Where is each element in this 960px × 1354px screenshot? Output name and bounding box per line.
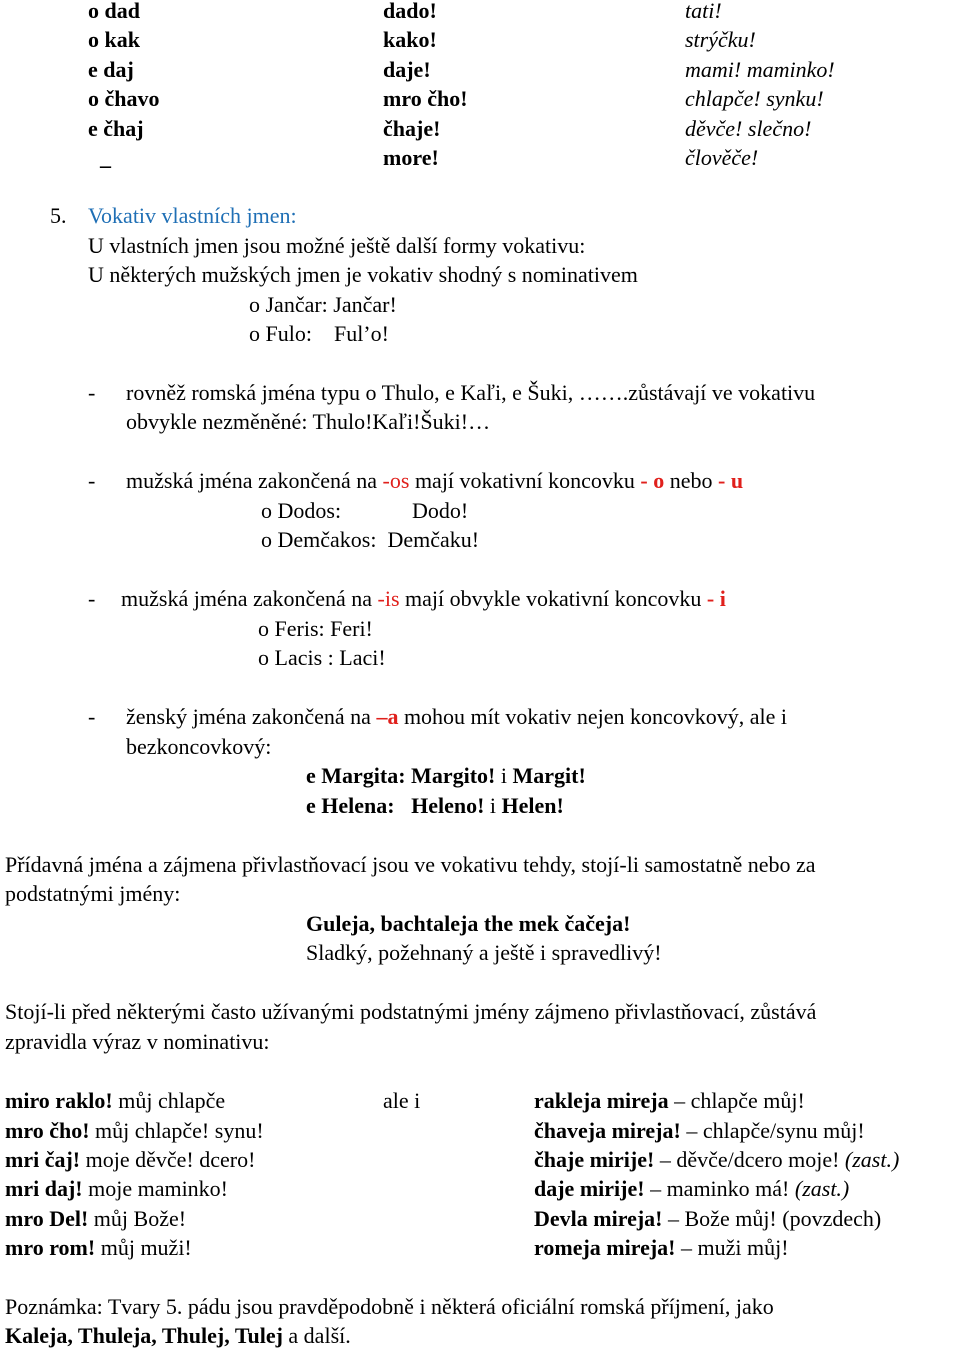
text-fragment: i bbox=[484, 793, 502, 818]
text-fragment: ženský jména zakončená na bbox=[126, 704, 377, 729]
nominative-cell: o čhavo bbox=[88, 86, 160, 111]
czech-cell: chlapče! synku! bbox=[685, 86, 824, 111]
text-fragment: mužská jména zakončená na bbox=[126, 468, 383, 493]
czech-cell: strýčku! bbox=[685, 27, 756, 52]
romani-phrase: mro čho! bbox=[5, 1118, 90, 1143]
list-item bbox=[534, 1090, 805, 1112]
nominative-cell: _ bbox=[100, 145, 111, 170]
archaic-note: (zast.) bbox=[844, 1147, 900, 1172]
example-czech: Sladký, požehnaný a ještě i spravedlivý! bbox=[306, 940, 662, 965]
paragraph-line: U vlastních jmen jsou možné ještě další formy vokativu: bbox=[88, 233, 586, 258]
romani-phrase: mro Del! bbox=[5, 1206, 89, 1231]
romani-phrase: rakleja mireja bbox=[534, 1088, 669, 1113]
nominative-cell: o dad bbox=[88, 0, 140, 23]
czech-gloss: – Bože můj! (povzdech) bbox=[662, 1206, 882, 1231]
vocative-cell: dado! bbox=[383, 0, 437, 23]
romani-phrase: mro rom! bbox=[5, 1235, 96, 1260]
paragraph-line: Přídavná jména a zájmena přivlastňovací jsou ve vokativu tehdy, stojí-li samostatně nebo za bbox=[5, 852, 816, 877]
vocative-cell: mro čho! bbox=[383, 86, 468, 111]
list-item bbox=[534, 1178, 849, 1200]
czech-gloss: moje maminko! bbox=[82, 1176, 229, 1201]
suffix-highlight: –a bbox=[376, 704, 399, 729]
list-item bbox=[5, 1090, 225, 1112]
bullet-line bbox=[126, 706, 787, 728]
example-line bbox=[306, 795, 564, 817]
romani-phrase: čhaje mirije! bbox=[534, 1147, 655, 1172]
text-fragment: i bbox=[495, 763, 513, 788]
czech-gloss: – děvče/dcero moje! bbox=[654, 1147, 845, 1172]
text-fragment: mužská jména zakončená na bbox=[121, 586, 378, 611]
czech-cell: mami! maminko! bbox=[685, 57, 835, 82]
note-line: Poznámka: Tvary 5. pádu jsou pravděpodobně i některá oficiální romská příjmení, jako bbox=[5, 1294, 774, 1319]
list-item bbox=[5, 1178, 228, 1200]
czech-gloss: moje děvče! dcero! bbox=[80, 1147, 256, 1172]
vocative-cell: čhaje! bbox=[383, 116, 441, 141]
paragraph-line: U některých mužských jmen je vokativ shodný s nominativem bbox=[88, 262, 638, 287]
vocative-cell: kako! bbox=[383, 27, 437, 52]
czech-cell: děvče! slečno! bbox=[685, 116, 812, 141]
archaic-note: (zast.) bbox=[794, 1176, 850, 1201]
list-item bbox=[5, 1149, 255, 1171]
section-number: 5. bbox=[50, 203, 67, 228]
example-line: o Fulo: Ful’o! bbox=[249, 321, 389, 346]
czech-gloss: můj muži! bbox=[95, 1235, 192, 1260]
romani-phrase: mri čaj! bbox=[5, 1147, 81, 1172]
example-line: o Demčakos: Demčaku! bbox=[261, 527, 480, 552]
text-fragment: nebo bbox=[664, 468, 718, 493]
text-fragment: e Margita: Margito! bbox=[306, 763, 496, 788]
bullet-dash: - bbox=[88, 380, 96, 405]
romani-phrase: čhaveja mireja! bbox=[534, 1118, 681, 1143]
section-heading: Vokativ vlastních jmen: bbox=[88, 203, 297, 228]
text-fragment: e Helena: Heleno! bbox=[306, 793, 485, 818]
czech-gloss: můj Bože! bbox=[88, 1206, 187, 1231]
paragraph-line: obvykle nezměněné: Thulo!Kaľi!Šuki!… bbox=[126, 409, 491, 434]
paragraph-line: Stojí-li před některými často užívanými podstatnými jmény zájmeno přivlastňovací, zůstává bbox=[5, 999, 817, 1024]
example-line: o Jančar: Jančar! bbox=[249, 292, 397, 317]
list-item bbox=[534, 1120, 865, 1142]
romani-phrase: miro raklo! bbox=[5, 1088, 113, 1113]
text-fragment: mají obvykle vokativní koncovku bbox=[399, 586, 707, 611]
text-fragment: Helen! bbox=[501, 793, 564, 818]
czech-cell: člověče! bbox=[685, 145, 759, 170]
example-line bbox=[306, 765, 586, 787]
bullet-dash: - bbox=[88, 704, 96, 729]
romani-phrase: romeja mireja! bbox=[534, 1235, 676, 1260]
czech-gloss: – maminko má! bbox=[644, 1176, 795, 1201]
paragraph-line: podstatnými jmény: bbox=[5, 881, 181, 906]
ending-highlight: - u bbox=[718, 468, 744, 493]
czech-gloss: můj chlapče bbox=[112, 1088, 226, 1113]
bullet-dash: - bbox=[88, 586, 96, 611]
example-line: o Lacis : Laci! bbox=[258, 645, 386, 670]
czech-cell: tati! bbox=[685, 0, 722, 23]
suffix-highlight: -is bbox=[377, 586, 400, 611]
ending-highlight: - o bbox=[640, 468, 665, 493]
romani-phrase: mri daj! bbox=[5, 1176, 83, 1201]
text-fragment: mají vokativní koncovku bbox=[409, 468, 641, 493]
text-fragment: Margit! bbox=[512, 763, 586, 788]
romani-phrase: Devla mireja! bbox=[534, 1206, 663, 1231]
bullet-dash: - bbox=[88, 468, 96, 493]
paragraph-line: bezkoncovkový: bbox=[126, 734, 272, 759]
romani-phrase: daje mirije! bbox=[534, 1176, 645, 1201]
vocative-cell: daje! bbox=[383, 57, 431, 82]
nominative-cell: e čhaj bbox=[88, 116, 144, 141]
paragraph-line: rovněž romská jména typu o Thulo, e Kaľi, e Šuki, …….zůstávají ve vokativu bbox=[126, 380, 816, 405]
czech-gloss: – chlapče můj! bbox=[668, 1088, 805, 1113]
ending-highlight: - i bbox=[706, 586, 726, 611]
czech-gloss: můj chlapče! synu! bbox=[89, 1118, 264, 1143]
nominative-cell: e daj bbox=[88, 57, 134, 82]
bullet-line bbox=[126, 470, 743, 492]
list-item bbox=[534, 1149, 899, 1171]
list-item bbox=[5, 1120, 264, 1142]
list-item bbox=[534, 1208, 881, 1230]
suffix-highlight: -os bbox=[382, 468, 410, 493]
list-item bbox=[534, 1237, 789, 1259]
example-nominative: o Dodos: bbox=[261, 498, 342, 523]
list-item bbox=[5, 1208, 186, 1230]
list-item bbox=[5, 1237, 192, 1259]
text-fragment: a další. bbox=[282, 1323, 351, 1348]
surname-list: Kaleja, Thuleja, Thulej, Tulej bbox=[5, 1323, 283, 1348]
czech-gloss: – muži můj! bbox=[675, 1235, 789, 1260]
paragraph-line: zpravidla výraz v nominativu: bbox=[5, 1029, 270, 1054]
vocative-cell: more! bbox=[383, 145, 439, 170]
text-fragment: mohou mít vokativ nejen koncovkový, ale i bbox=[398, 704, 788, 729]
example-line: o Feris: Feri! bbox=[258, 616, 373, 641]
ale-i-label: ale i bbox=[383, 1088, 421, 1113]
bullet-line bbox=[121, 588, 726, 610]
example-vocative: Dodo! bbox=[412, 498, 469, 523]
note-line bbox=[5, 1325, 351, 1347]
czech-gloss: – chlapče/synu můj! bbox=[680, 1118, 865, 1143]
nominative-cell: o kak bbox=[88, 27, 140, 52]
example-romani: Guleja, bachtaleja the mek čačeja! bbox=[306, 911, 631, 936]
